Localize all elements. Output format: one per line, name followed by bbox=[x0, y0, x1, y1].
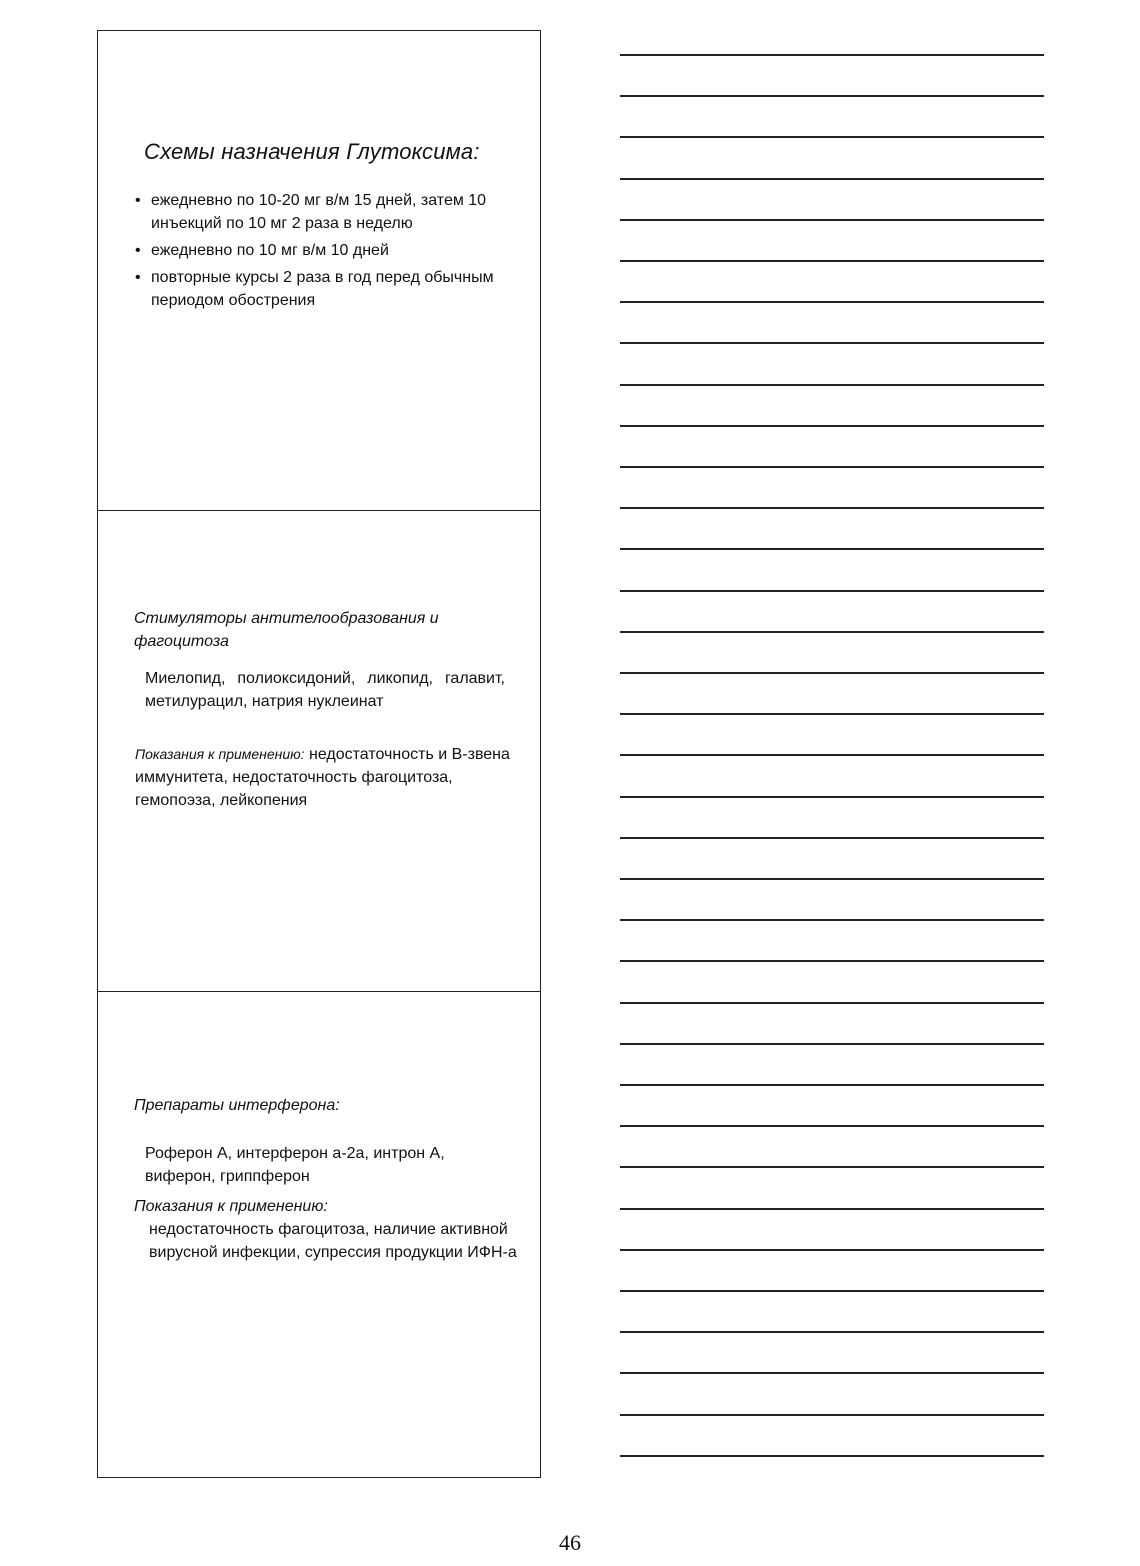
note-line bbox=[620, 1414, 1044, 1416]
note-line bbox=[620, 466, 1044, 468]
note-line bbox=[620, 960, 1044, 962]
note-line bbox=[620, 631, 1044, 633]
drug-list: Роферон А, интерферон а-2а, интрон А, виферон, гриппферон bbox=[145, 1145, 445, 1185]
list-item bbox=[134, 239, 524, 262]
slide-interferon bbox=[98, 991, 540, 1477]
note-line bbox=[620, 919, 1044, 921]
bullet-text: повторные курсы 2 раза в год перед обычным периодом обострения bbox=[151, 269, 494, 309]
bullet-list bbox=[134, 189, 524, 316]
slide-stimulators bbox=[98, 510, 540, 991]
note-line bbox=[620, 548, 1044, 550]
note-line bbox=[620, 1166, 1044, 1168]
page-number: 46 bbox=[559, 1530, 581, 1555]
note-line bbox=[620, 878, 1044, 880]
note-line bbox=[620, 1125, 1044, 1127]
note-line bbox=[620, 1372, 1044, 1374]
bullet-text: ежедневно по 10 мг в/м 10 дней bbox=[151, 242, 389, 259]
slide-heading: Стимуляторы антителообразования и фагоцитоза bbox=[134, 610, 439, 650]
note-line bbox=[620, 672, 1044, 674]
bullet-icon: • bbox=[135, 192, 141, 209]
slide-heading: Препараты интерферона: bbox=[134, 1097, 340, 1114]
indications-text: недостаточность фагоцитоза, наличие активной вирусной инфекции, супрессия продукции ИФН-а bbox=[149, 1221, 517, 1261]
note-line bbox=[620, 1043, 1044, 1045]
note-line bbox=[620, 178, 1044, 180]
indications-text: недостаточность и В-звена иммунитета, недостаточность фагоцитоза, гемопоэза, лейкопения bbox=[135, 746, 510, 809]
note-line bbox=[620, 136, 1044, 138]
note-line bbox=[620, 425, 1044, 427]
list-item bbox=[134, 266, 524, 312]
note-line bbox=[620, 713, 1044, 715]
note-line bbox=[620, 1002, 1044, 1004]
note-line bbox=[620, 590, 1044, 592]
indications bbox=[135, 743, 525, 812]
note-line bbox=[620, 1208, 1044, 1210]
note-line bbox=[620, 1455, 1044, 1457]
bullet-icon: • bbox=[135, 269, 141, 286]
drug-list: Миелопид, полиоксидоний, ликопид, галавит, метилурацил, натрия нуклеинат bbox=[145, 670, 505, 710]
note-line bbox=[620, 1290, 1044, 1292]
bullet-text: ежедневно по 10-20 мг в/м 15 дней, затем 10 инъекций по 10 мг 2 раза в неделю bbox=[151, 192, 487, 232]
bullet-icon: • bbox=[135, 242, 141, 259]
note-line bbox=[620, 796, 1044, 798]
note-line bbox=[620, 1249, 1044, 1251]
note-line bbox=[620, 837, 1044, 839]
note-line bbox=[620, 754, 1044, 756]
note-line bbox=[620, 95, 1044, 97]
note-line bbox=[620, 342, 1044, 344]
note-line bbox=[620, 301, 1044, 303]
note-line bbox=[620, 219, 1044, 221]
indications-label: Показания к применению: bbox=[134, 1198, 328, 1215]
note-line bbox=[620, 260, 1044, 262]
note-line bbox=[620, 1084, 1044, 1086]
note-line bbox=[620, 54, 1044, 56]
note-line bbox=[620, 1331, 1044, 1333]
list-item bbox=[134, 189, 524, 235]
note-line bbox=[620, 384, 1044, 386]
slides-column bbox=[97, 30, 541, 1478]
slide-glutoxim-schemes bbox=[98, 31, 540, 510]
indications-label: Показания к применению: bbox=[135, 746, 305, 762]
note-line bbox=[620, 507, 1044, 509]
slide-title: Схемы назначения Глутоксима: bbox=[144, 139, 480, 164]
